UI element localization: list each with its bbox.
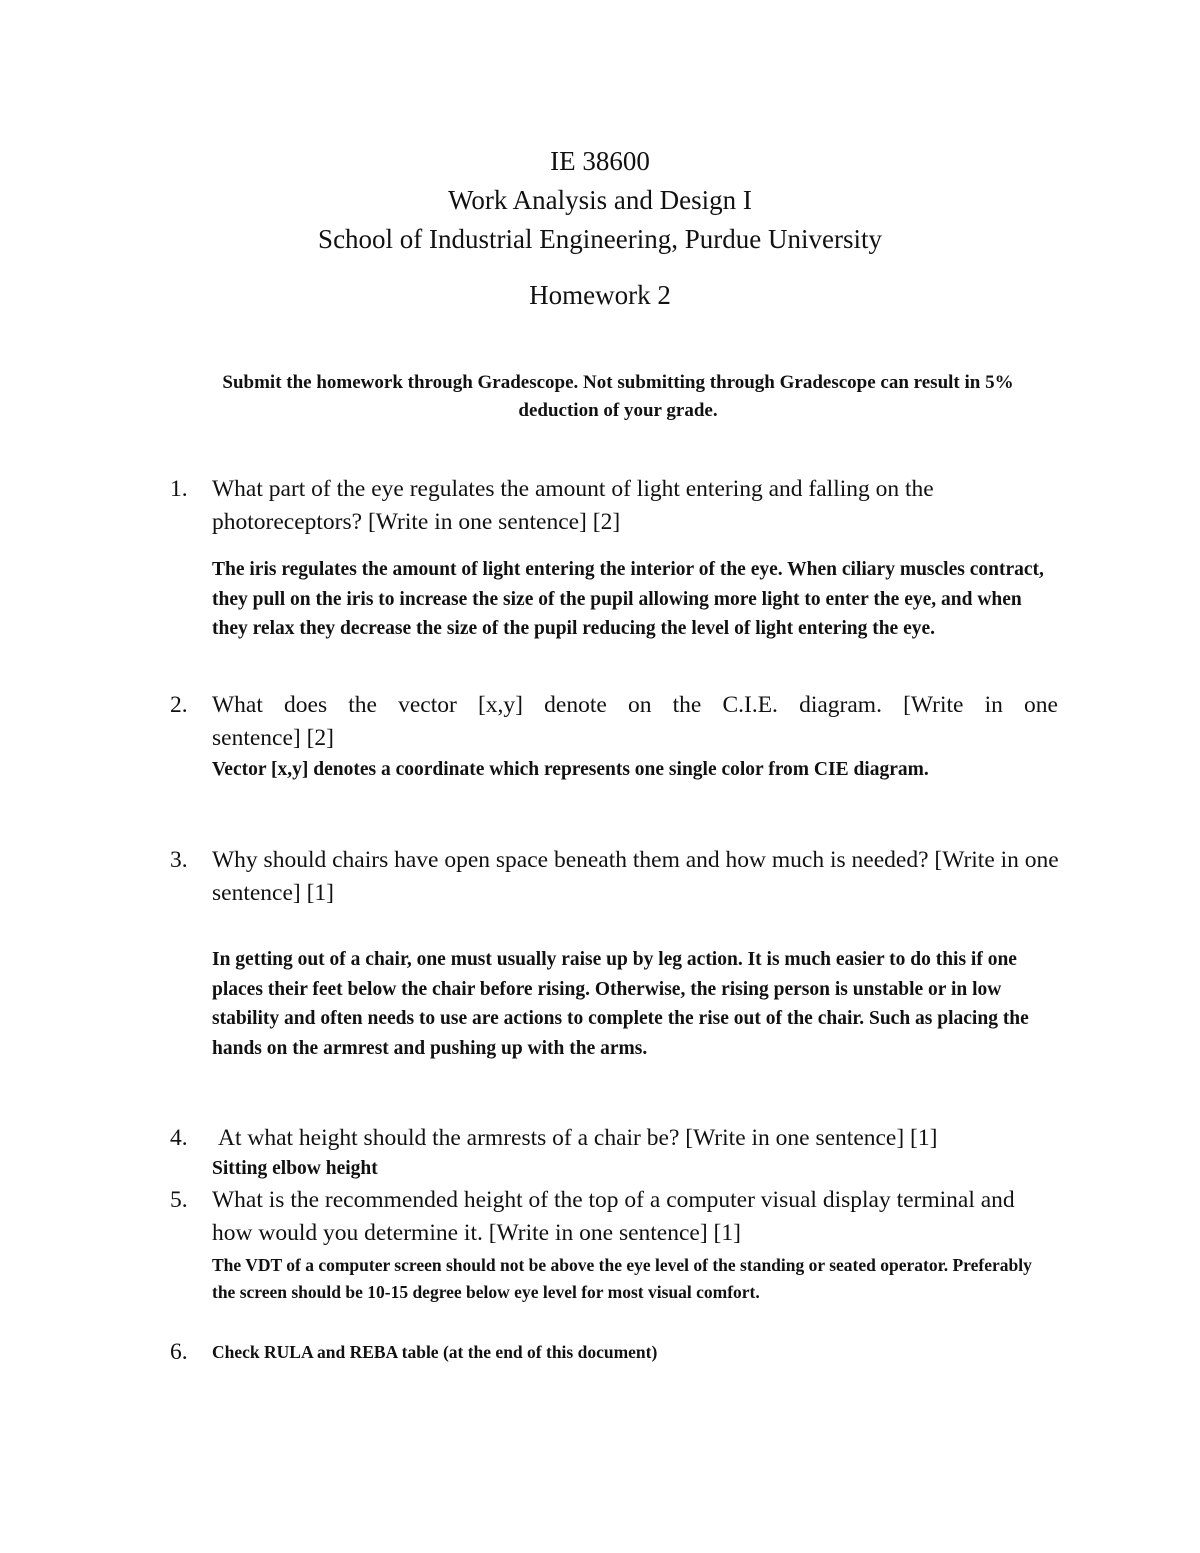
answer-4: Sitting elbow height xyxy=(212,1158,378,1179)
question-number: 6. xyxy=(170,1339,188,1365)
homework-title: Homework 2 xyxy=(529,280,671,310)
course-code: IE 38600 xyxy=(550,146,650,176)
question-text: What is the recommended height of the top of a computer visual display terminal and how would you determine it. [Write in one sentence] [1] xyxy=(212,1187,1015,1246)
question-text: What part of the eye regulates the amount of light entering and falling on the photoreceptors? [Write in one sentence] [2] xyxy=(212,476,934,535)
question-number: 4. xyxy=(170,1125,188,1151)
question-number: 3. xyxy=(170,847,188,873)
question-3 xyxy=(170,844,1072,910)
question-text-line-2: sentence] [2] xyxy=(212,725,334,751)
answer-1: The iris regulates the amount of light entering the interior of the eye. When ciliary muscles contract, they pull on the iris to increase the size of the pupil allowing more light to enter the eye, and when they relax they decrease the size of the pupil reducing the level of light entering the eye. xyxy=(212,559,1044,639)
course-title: Work Analysis and Design I xyxy=(448,185,752,215)
question-text: Check RULA and REBA table (at the end of this document) xyxy=(212,1342,658,1362)
answer-2: Vector [x,y] denotes a coordinate which represents one single color from CIE diagram. xyxy=(212,759,929,780)
school-name: School of Industrial Engineering, Purdue University xyxy=(318,224,882,254)
question-5 xyxy=(170,1184,1042,1250)
submission-instructions: Submit the homework through Gradescope. Not submitting through Gradescope can result in 5% deduction of your grade. xyxy=(222,372,1014,421)
question-text-line-1: What does the vector [x,y] denote on the C.I.E. diagram. [Write in one xyxy=(212,692,1058,718)
question-number: 5. xyxy=(170,1187,188,1213)
question-number: 2. xyxy=(170,692,188,718)
question-text: Why should chairs have open space beneath them and how much is needed? [Write in one sentence] [1] xyxy=(212,847,1059,906)
question-1 xyxy=(170,473,1072,539)
question-6 xyxy=(170,1336,1072,1370)
answer-3: In getting out of a chair, one must usually raise up by leg action. It is much easier to do this if one places their feet below the chair before rising. Otherwise, the rising person is unstable or in low stability and often needs to use are actions to complete the rise out of the chair. Such as placing the hands on the armrest and pushing up with the arms. xyxy=(212,949,1029,1059)
question-4 xyxy=(170,1122,1092,1155)
answer-5: The VDT of a computer screen should not be above the eye level of the standing or seated operator. Preferably the screen should be 10-15 degree below eye level for most visual comfort. xyxy=(212,1255,1032,1302)
question-text: At what height should the armrests of a chair be? [Write in one sentence] [1] xyxy=(218,1125,938,1151)
question-2 xyxy=(170,689,1058,755)
question-number: 1. xyxy=(170,476,188,502)
